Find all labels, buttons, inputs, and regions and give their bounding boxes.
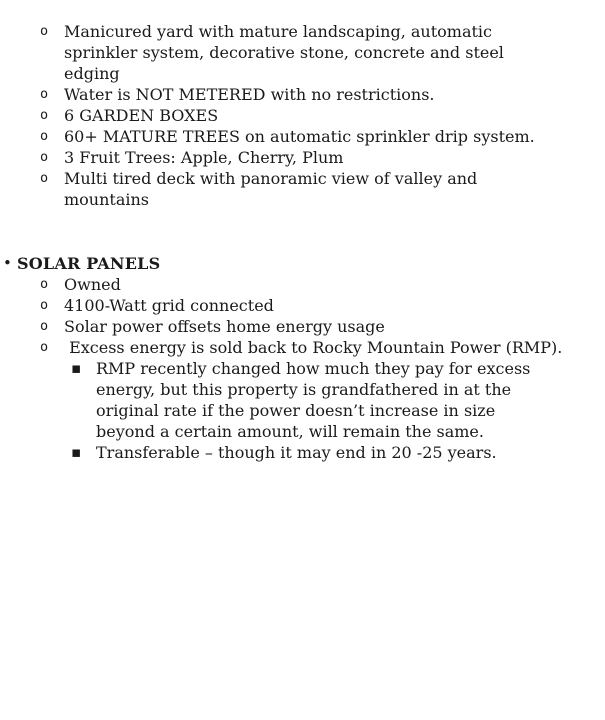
list-item-transferable	[0, 442, 562, 463]
circle-bullet-icon: o	[40, 86, 49, 102]
list-item-solar-offsets	[0, 316, 562, 337]
disc-bullet-icon: •	[3, 254, 13, 272]
section-heading-solar-panels	[0, 253, 562, 274]
list-item-text: 4100-Watt grid connected	[64, 296, 274, 315]
circle-bullet-icon: o	[40, 170, 49, 186]
list-item-text: Manicured yard with mature landscaping, automatic sprinkler system, decorative stone, concrete and steel edging	[64, 22, 510, 83]
list-item-text: 6 GARDEN BOXES	[64, 106, 219, 125]
circle-bullet-icon: o	[40, 297, 49, 313]
square-bullet-icon: ▪	[71, 359, 82, 377]
list-item-text: Water is NOT METERED with no restrictions.	[64, 85, 435, 104]
document-body	[0, 21, 562, 463]
list-item-multi-tiered-deck	[0, 168, 534, 210]
circle-bullet-icon: o	[40, 128, 49, 144]
section-heading-text: SOLAR PANELS	[17, 254, 161, 273]
list-item-rmp-grandfathered	[0, 358, 536, 442]
circle-bullet-icon: o	[40, 107, 49, 123]
list-item-manicured-yard	[0, 21, 534, 84]
list-item-owned	[0, 274, 562, 295]
list-item-water-not-metered	[0, 84, 562, 105]
list-item-fruit-trees	[0, 147, 562, 168]
circle-bullet-icon: o	[40, 318, 49, 334]
list-item-text: RMP recently changed how much they pay for excess energy, but this property is grandfathered in at the original rate if the power doesn’t increase in size beyond a certain amount, will remain the same.	[96, 359, 536, 441]
circle-bullet-icon: o	[40, 149, 49, 165]
list-item-text: 60+ MATURE TREES on automatic sprinkler drip system.	[64, 127, 535, 146]
list-item-text: Owned	[64, 275, 121, 294]
list-item-text: Solar power offsets home energy usage	[64, 317, 385, 336]
circle-bullet-icon: o	[40, 276, 49, 292]
square-bullet-icon: ▪	[71, 443, 82, 461]
circle-bullet-icon: o	[40, 23, 49, 39]
list-item-excess-energy	[0, 337, 562, 358]
list-item-text: Multi tired deck with panoramic view of valley and mountains	[64, 169, 483, 209]
list-item-text: 3 Fruit Trees: Apple, Cherry, Plum	[64, 148, 344, 167]
circle-bullet-icon: o	[40, 339, 49, 355]
list-item-garden-boxes	[0, 105, 562, 126]
list-item-mature-trees	[0, 126, 562, 147]
list-item-grid-connected	[0, 295, 562, 316]
list-item-text: Transferable – though it may end in 20 -25 years.	[96, 443, 497, 462]
list-item-text: Excess energy is sold back to Rocky Mountain Power (RMP).	[64, 338, 563, 357]
